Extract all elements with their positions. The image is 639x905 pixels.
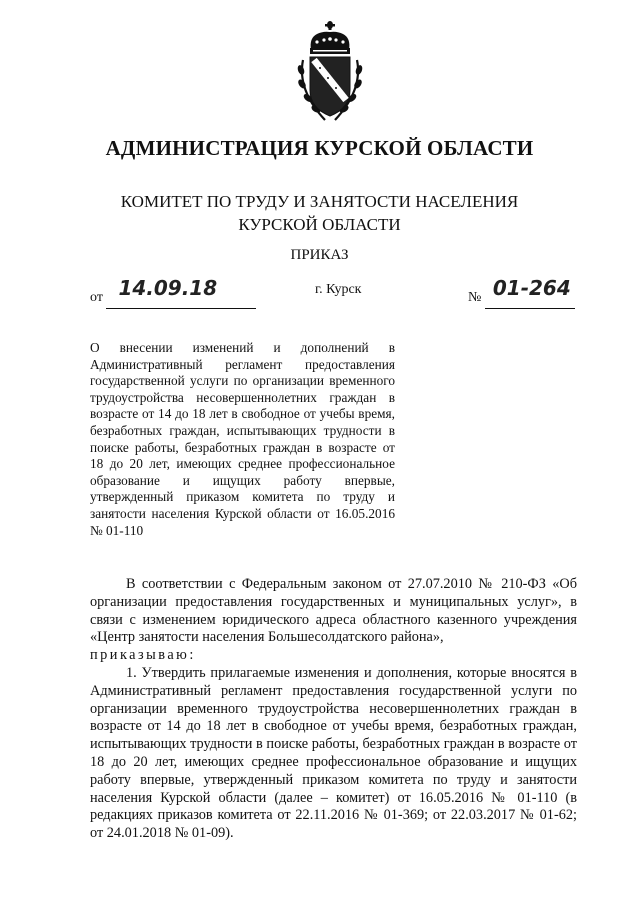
order-word: приказываю:	[90, 647, 196, 664]
administration-title: АДМИНИСТРАЦИЯ КУРСКОЙ ОБЛАСТИ	[105, 136, 534, 160]
number-prefix: №	[468, 290, 482, 305]
order-subject: О внесении изменений и дополнений в Административный регламент предоставления государственной услуги по организации временного трудоустройства несовершеннолетних граждан в возрасте от 14 до 18 лет в свободное от учебы время, безработных граждан, испытывающих трудности в поиске работы, безработных граждан в возрасте от 18 до 20 лет, имеющих среднее профессиональное образование и ищущих работу впервые, утвержденный приказом комитета по труду и занятости населения Курской области от 16.05.2016 № 01-110	[90, 340, 395, 538]
document-type: ПРИКАЗ	[290, 247, 349, 263]
date-prefix: от	[90, 290, 103, 305]
body-paragraph-2: 1. Утвердить прилагаемые изменения и дополнения, которые вносятся в Административный регламент предоставления государственной услуги по организации временного трудоустройства несовершеннолетних граждан в возрасте от 14 до 18 лет в свободное от учебы время, безработных граждан, испытывающих трудности в поиске работы, безработных граждан в возрасте от 18 до 20 лет, имеющих среднее профессиональное образование и ищущих работу впервые, утвержденный приказом комитета по труду и занятости населения Курской области (далее – комитет) от 16.05.2016 № 01-110 (в редакциях приказов комитета от 22.11.2016 № 01-369; от 22.03.2017 № 01-62; от 24.01.2018 № 01-09).	[90, 664, 577, 842]
committee-name	[0, 190, 639, 236]
date-line	[106, 276, 256, 309]
coat-of-arms-emblem	[295, 20, 365, 124]
handwritten-number: 01-264	[492, 276, 571, 300]
body-paragraph-1: В соответствии с Федеральным законом от 27.07.2010 № 210-ФЗ «Об организации предоставления государственных и муниципальных услуг», в связи с изменением юридического адреса областного казенного учреждения «Центр занятости населения Большесолдатского района»,	[90, 576, 577, 646]
number-field	[468, 276, 575, 307]
committee-name-line2: КУРСКОЙ ОБЛАСТИ	[238, 215, 401, 234]
city: г. Курск	[315, 282, 362, 297]
handwritten-date: 14.09.18	[118, 276, 218, 300]
date-field	[90, 276, 256, 307]
committee-name-line1: КОМИТЕТ ПО ТРУДУ И ЗАНЯТОСТИ НАСЕЛЕНИЯ	[120, 192, 519, 211]
number-line	[485, 276, 575, 309]
order-body	[90, 576, 577, 843]
